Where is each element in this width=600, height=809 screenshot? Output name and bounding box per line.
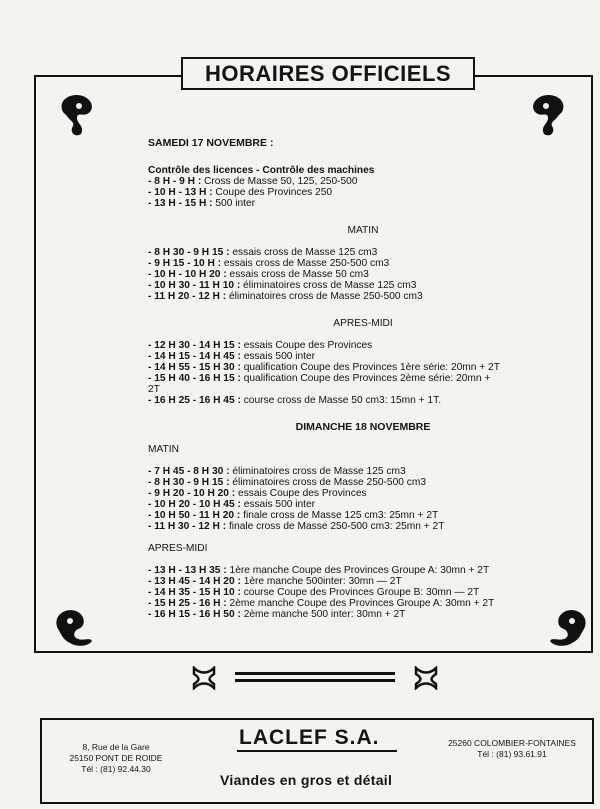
schedule-line (148, 187, 578, 198)
schedule-time: - 11 H 30 - 12 H : (148, 521, 227, 532)
schedule-time: - 9 H 20 - 10 H 20 : (148, 488, 236, 499)
schedule-line (148, 340, 578, 351)
schedule-time: - 13 H 45 - 14 H 20 : (148, 576, 241, 587)
schedule-event: qualification Coupe des Provinces 2ème série: 20mn + (240, 373, 491, 384)
schedule-line (148, 395, 578, 406)
schedule-event: éliminatoires cross de Masse 250-500 cm3 (226, 291, 423, 302)
address-left-line: 25150 PONT DE ROIDE (69, 753, 163, 763)
schedule-event: 2T (148, 384, 160, 395)
samedi-heading: SAMEDI 17 NOVEMBRE : (148, 137, 274, 149)
schedule-time: - 10 H 50 - 11 H 20 : (148, 510, 241, 521)
advertisement-box (40, 718, 594, 804)
schedule-time: - 16 H 15 - 16 H 50 : (148, 609, 241, 620)
schedule-event: 500 inter (212, 198, 256, 209)
page-title: HORAIRES OFFICIELS (181, 57, 475, 90)
schedule-line (148, 351, 578, 362)
schedule-event: essais 500 inter (240, 351, 316, 362)
schedule-line (148, 488, 578, 499)
schedule-time: - 13 H - 13 H 35 : (148, 565, 227, 576)
schedule-time: - 10 H 30 - 11 H 10 : (148, 280, 241, 291)
schedule-line (148, 247, 578, 258)
schedule-time: - 10 H 20 - 10 H 45 : (148, 499, 241, 510)
schedule-event: essais cross de Masse 50 cm3 (226, 269, 369, 280)
schedule-line (148, 280, 578, 291)
schedule-line (148, 373, 578, 384)
company-name: LACLEF S.A. (239, 726, 380, 749)
schedule-event: finale cross de Masse 125 cm3: 25mn + 2T (240, 510, 439, 521)
samedi-matin-label: MATIN (347, 225, 379, 236)
schedule-event: course Coupe des Provinces Groupe B: 30mn — 2T (240, 587, 480, 598)
samedi-apres-midi-label: APRES-MIDI (333, 318, 393, 329)
schedule-line (148, 565, 578, 576)
address-right-line: Tél : (81) 93.61.91 (477, 749, 547, 759)
address-left-line: 8, Rue de la Gare (82, 742, 150, 752)
schedule-time: - 14 H 55 - 15 H 30 : (148, 362, 241, 373)
schedule-line (148, 198, 578, 209)
schedule-event: essais cross de Masse 125 cm3 (229, 247, 378, 258)
divider-ornament-right-icon (412, 666, 440, 690)
schedule-line (148, 291, 578, 302)
divider-bar-bottom (235, 679, 395, 682)
schedule-content (148, 138, 578, 620)
address-left (56, 742, 176, 775)
schedule-event: éliminatoires cross de Masse 125 cm3 (229, 466, 406, 477)
schedule-line (148, 521, 578, 532)
schedule-event: éliminatoires cross de Masse 250-500 cm3 (229, 477, 427, 488)
ornament-top-right-icon (528, 92, 570, 138)
schedule-time: - 13 H - 15 H : (148, 198, 213, 209)
schedule-line (148, 466, 578, 477)
schedule-time: - 9 H 15 - 10 H : (148, 258, 222, 269)
dimanche-apres-midi-list (148, 565, 578, 620)
schedule-line (148, 609, 578, 620)
schedule-event: éliminatoires cross de Masse 125 cm3 (240, 280, 417, 291)
schedule-line (148, 176, 578, 187)
schedule-time: - 14 H 15 - 14 H 45 : (148, 351, 241, 362)
schedule-time: - 8 H 30 - 9 H 15 : (148, 477, 230, 488)
schedule-line (148, 269, 578, 280)
schedule-event: 1ère manche 500inter: 30mn — 2T (240, 576, 402, 587)
schedule-time: - 10 H - 13 H : (148, 187, 213, 198)
schedule-event: qualification Coupe des Provinces 1ère série: 20mn + 2T (240, 362, 500, 373)
company-tagline: Viandes en gros et détail (220, 772, 393, 788)
dimanche-heading: DIMANCHE 18 NOVEMBRE (295, 421, 431, 433)
dimanche-apres-midi-label: APRES-MIDI (148, 543, 208, 554)
schedule-event: Cross de Masse 50, 125, 250-500 (201, 176, 358, 187)
schedule-time: - 11 H 20 - 12 H : (148, 291, 227, 302)
schedule-line (148, 258, 578, 269)
schedule-event: 2ème manche 500 inter: 30mn + 2T (240, 609, 406, 620)
schedule-time: - 14 H 35 - 15 H 10 : (148, 587, 241, 598)
dimanche-matin-label: MATIN (148, 444, 179, 455)
address-right (437, 738, 587, 760)
samedi-apres-midi-list (148, 340, 578, 406)
schedule-line (148, 477, 578, 488)
company-underline (237, 750, 397, 752)
schedule-event: essais cross de Masse 250-500 cm3 (221, 258, 390, 269)
address-right-line: 25260 COLOMBIER-FONTAINES (448, 738, 576, 748)
schedule-time: - 8 H 30 - 9 H 15 : (148, 247, 230, 258)
schedule-time: - 15 H 40 - 16 H 15 : (148, 373, 241, 384)
schedule-event: essais Coupe des Provinces (235, 488, 367, 499)
schedule-time: - 16 H 25 - 16 H 45 : (148, 395, 241, 406)
section-divider (190, 664, 440, 692)
schedule-line (148, 499, 578, 510)
controle-list (148, 176, 578, 209)
schedule-line (148, 362, 578, 373)
samedi-matin-list (148, 247, 578, 302)
divider-bar-top (235, 672, 395, 675)
schedule-event: 2ème manche Coupe des Provinces Groupe A: 30mn + 2T (226, 598, 495, 609)
schedule-event: essais Coupe des Provinces (240, 340, 373, 351)
schedule-line (148, 510, 578, 521)
schedule-line (148, 384, 578, 395)
address-left-line: Tél : (81) 92.44.30 (81, 764, 151, 774)
controle-title: Contrôle des licences - Contrôle des machines (148, 165, 375, 176)
schedule-time: - 15 H 25 - 16 H : (148, 598, 227, 609)
schedule-time: - 8 H - 9 H : (148, 176, 202, 187)
dimanche-matin-list (148, 466, 578, 532)
ornament-top-left-icon (55, 92, 97, 138)
schedule-time: - 7 H 45 - 8 H 30 : (148, 466, 230, 477)
schedule-line (148, 576, 578, 587)
schedule-line (148, 587, 578, 598)
ornament-bottom-left-icon (52, 605, 94, 651)
schedule-time: - 10 H - 10 H 20 : (148, 269, 227, 280)
schedule-event: course cross de Masse 50 cm3: 15mn + 1T. (240, 395, 442, 406)
schedule-event: essais 500 inter (240, 499, 316, 510)
schedule-time: - 12 H 30 - 14 H 15 : (148, 340, 241, 351)
divider-ornament-left-icon (190, 666, 218, 690)
schedule-line (148, 598, 578, 609)
schedule-event: 1ère manche Coupe des Provinces Groupe A: 30mn + 2T (226, 565, 490, 576)
schedule-event: finale cross de Masse 250-500 cm3: 25mn + 2T (226, 521, 445, 532)
schedule-event: Coupe des Provinces 250 (212, 187, 333, 198)
